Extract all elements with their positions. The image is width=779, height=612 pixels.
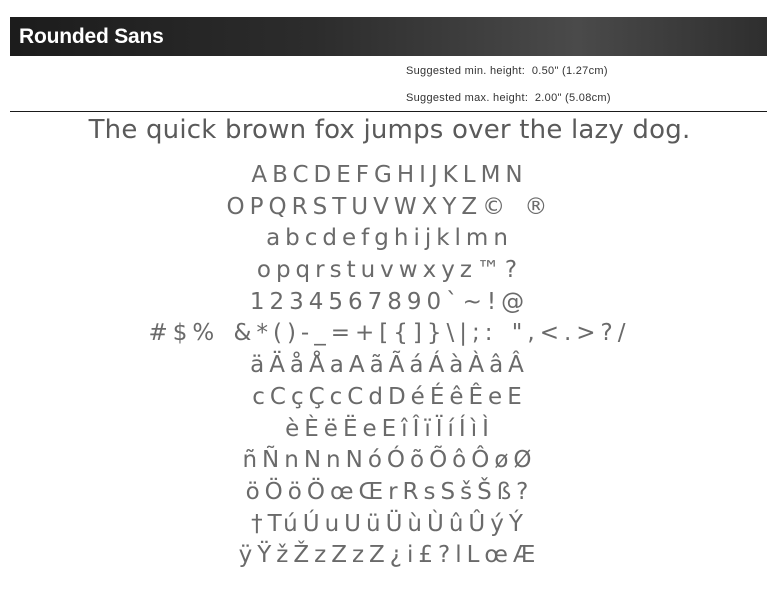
divider <box>10 111 767 112</box>
char-row-uppercase-1: ABCDEFGHIJKLMN <box>251 162 528 188</box>
sample-sentence: The quick brown fox jumps over the lazy dog. <box>88 115 691 145</box>
font-title-bar <box>10 17 767 56</box>
char-row-accented-u-y: †TúÚuUüÜùÙûÛýÝ <box>251 510 528 537</box>
suggested-min-height: Suggested min. height: 0.50" (1.27cm) <box>406 65 608 77</box>
char-row-uppercase-2: OPQRSTUVWXYZ© ® <box>226 193 553 220</box>
char-row-digits: 1234567890`~!@ <box>249 288 530 315</box>
character-set <box>0 160 779 572</box>
char-row-accented-e-i: èÈëËeEîÎïÏíÍìÌ <box>285 415 494 442</box>
char-row-accented-n-o: ñÑnNnNóÓõÕôÔøØ <box>242 447 537 474</box>
char-row-accented-a: äÄåÅaAãÃáÁàÀâÂ <box>250 352 529 379</box>
char-row-accented-y-z: ÿŸžŽzZzZ¿i£?lLœÆ <box>238 542 541 569</box>
suggested-max-height: Suggested max. height: 2.00" (5.08cm) <box>406 92 611 104</box>
char-row-accented-c-e: cCçÇcCdDéÉêÊeE <box>252 383 527 410</box>
char-row-accented-o-s: öÖöÖœŒrRsSšŠß? <box>245 478 534 505</box>
char-row-lowercase-2: opqrstuvwxyz™? <box>256 257 523 284</box>
char-row-lowercase-1: abcdefghijklmn <box>266 225 513 252</box>
char-row-punctuation: #$% &*()-_=+[{]}\|;: ",<.>?/ <box>148 320 631 347</box>
font-name: Rounded Sans <box>19 25 164 48</box>
